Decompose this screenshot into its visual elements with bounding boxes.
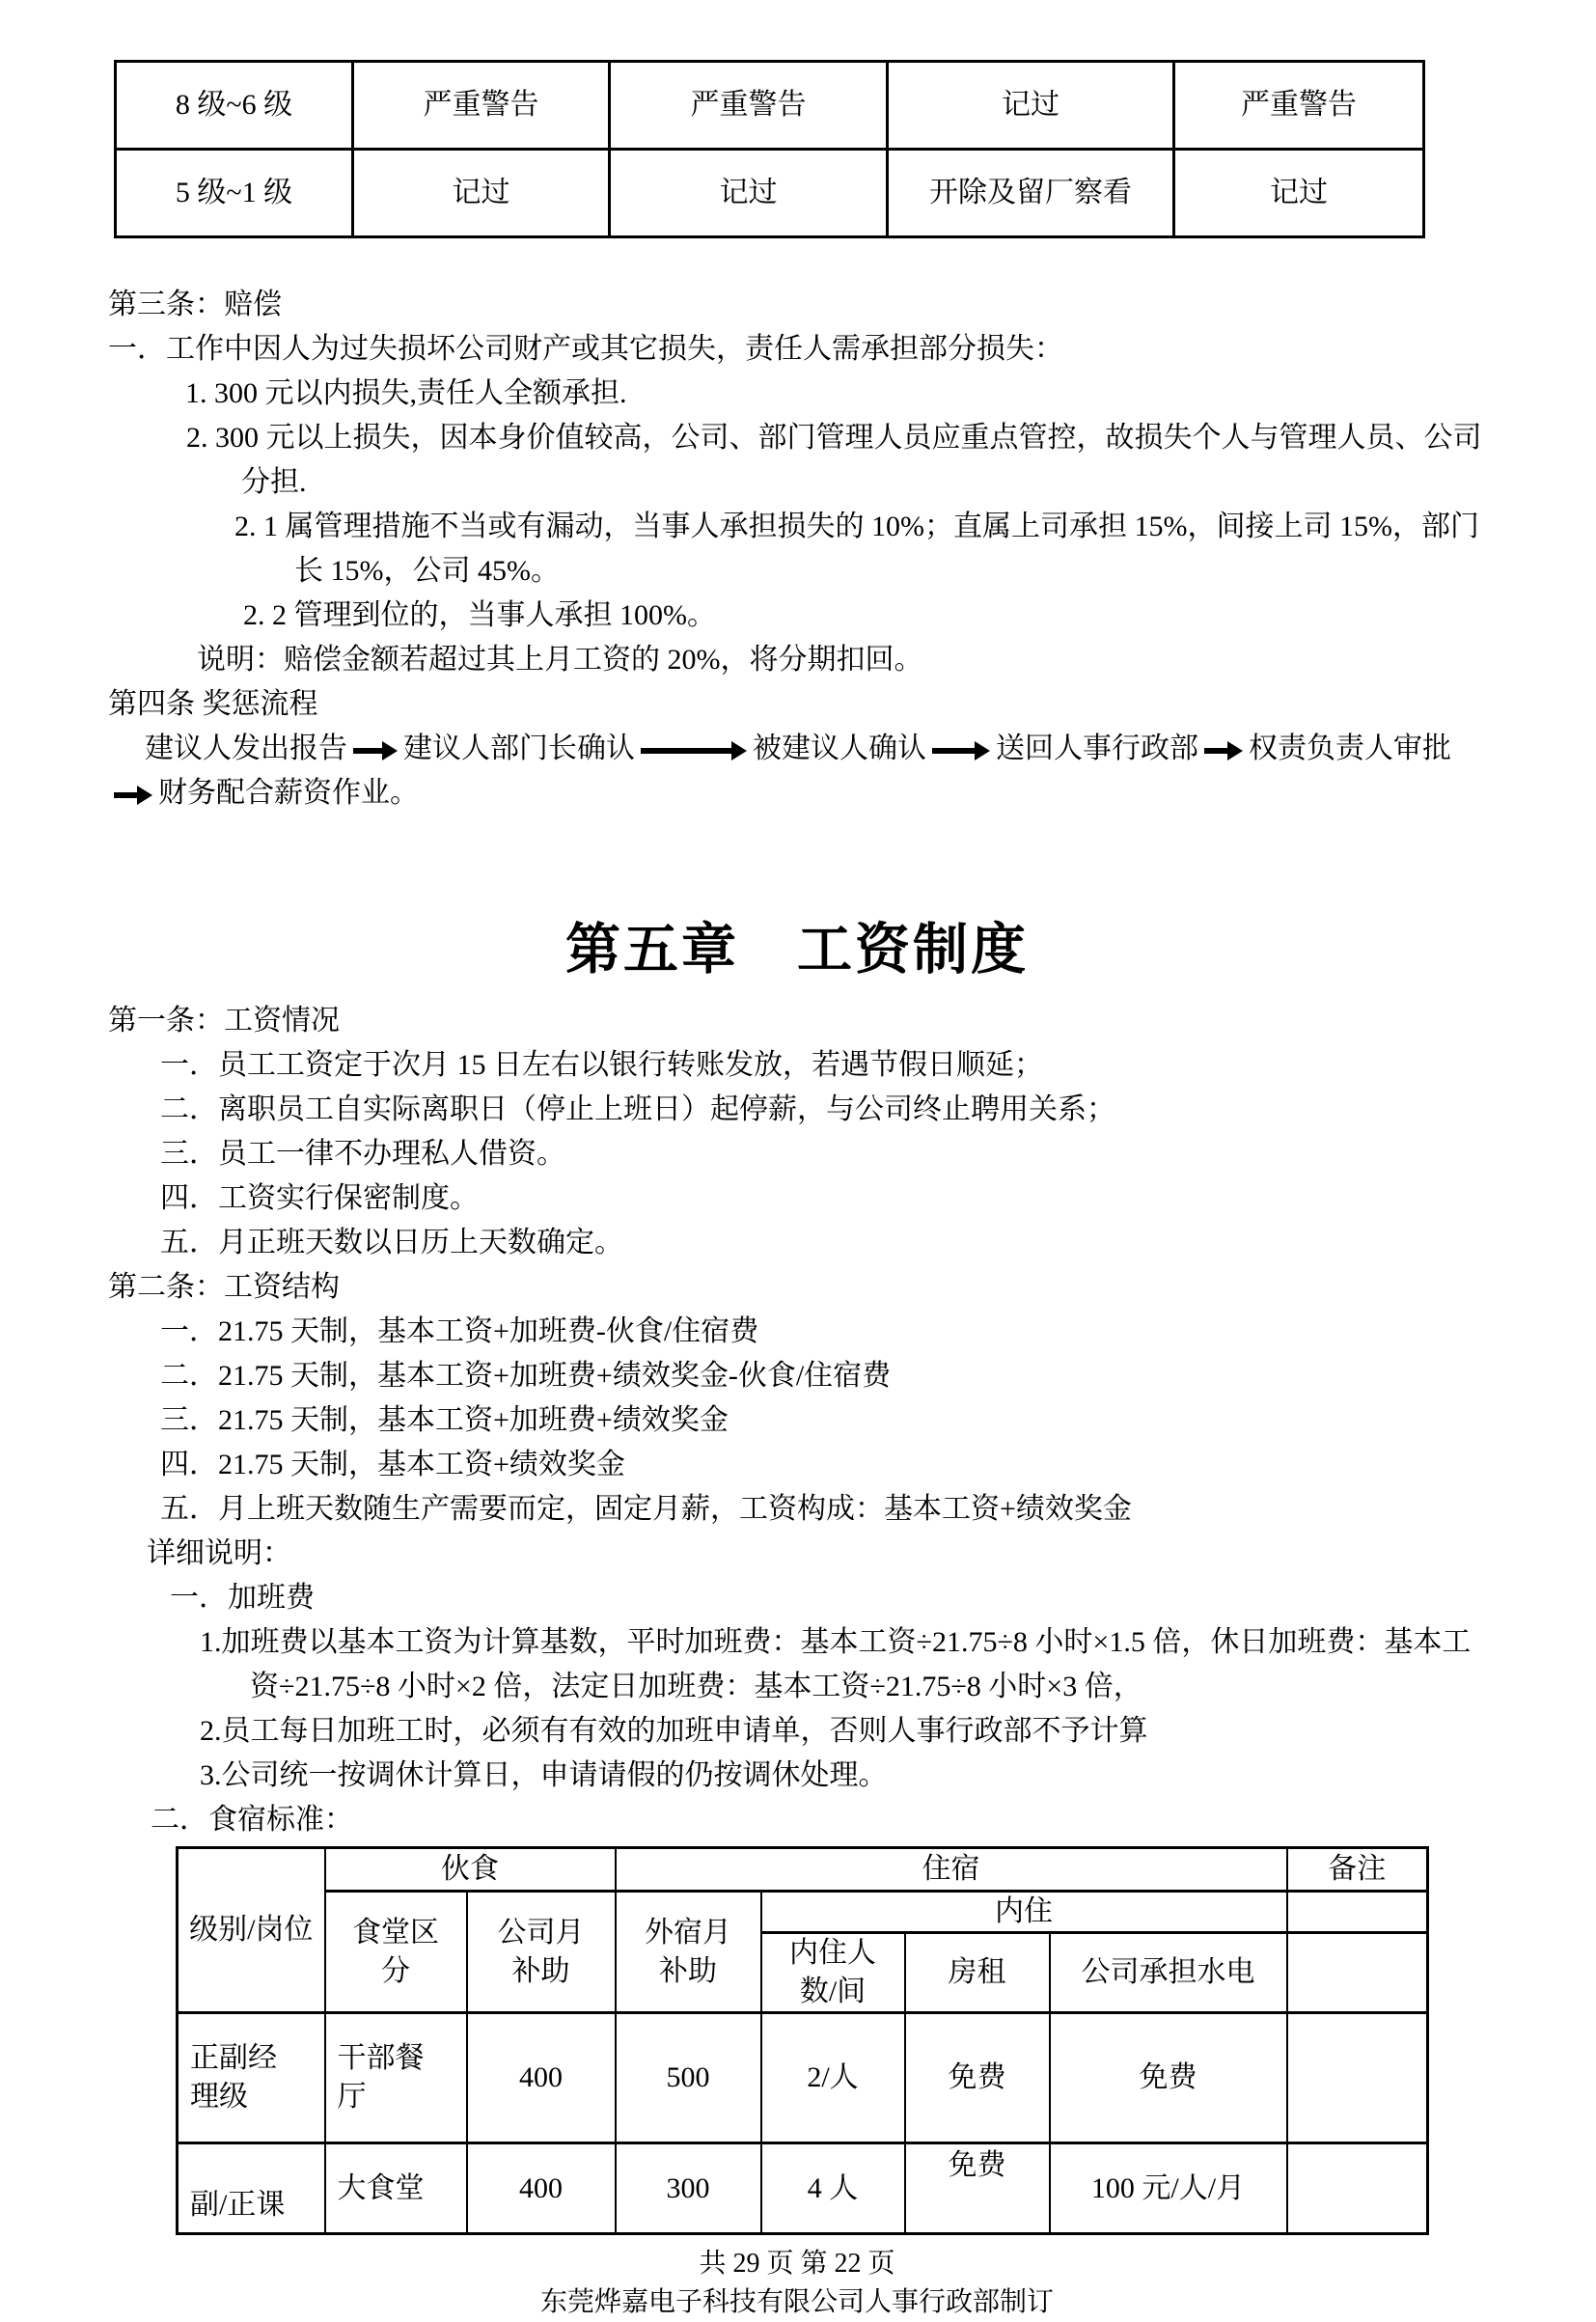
- grade-cell: 8 级~6 级: [116, 62, 353, 150]
- flow-arrow-icon: [353, 738, 398, 763]
- details-label: 详细说明：: [147, 1537, 291, 1569]
- punishment-cell: 严重警告: [1174, 62, 1424, 150]
- article3-sub2-2: 2. 2 管理到位的，当事人承担 100%。: [243, 599, 716, 631]
- article1-item: 五．月正班天数以日历上天数确定。: [160, 1227, 623, 1258]
- overtime-item: 2.员工每日加班工时，必须有有效的加班申请单，否则人事行政部不予计算: [200, 1715, 1148, 1747]
- reward-punishment-flow: [108, 727, 1486, 815]
- article3-sub2-1: 2. 1 属管理措施不当或有漏动，当事人承担损失的 10%；直属上司承担 15%，间接上司 15%，部门长 15%，公司 45%。: [234, 511, 1479, 587]
- article2-title: 第二条：工资结构: [108, 1271, 340, 1303]
- flow-arrow-icon: [932, 738, 990, 763]
- article2-item: 五．月上班天数随生产需要而定，固定月薪，工资构成：基本工资+绩效奖金: [160, 1493, 1132, 1525]
- punishment-table: [114, 60, 1425, 238]
- lodging-header-cell: 住宿: [616, 1848, 1287, 1892]
- article1-item: 二．离职员工自实际离职日（停止上班日）起停薪，与公司终止聘用关系；: [160, 1093, 1115, 1125]
- table-row: [178, 2013, 1428, 2143]
- article2-item: 一．21.75 天制，基本工资+加班费-伙食/住宿费: [160, 1315, 759, 1347]
- footer-page-info: 共 29 页 第 22 页: [699, 2249, 895, 2279]
- chapter-title: 第五章 工资制度: [565, 920, 1029, 981]
- flow-step: 被建议人确认: [753, 733, 926, 764]
- meal-subsidy-cell: 400: [467, 2013, 616, 2143]
- board-meal-table: [176, 1846, 1429, 2235]
- remark-cell: [1287, 2013, 1428, 2143]
- company-subsidy-header-cell: 公司月补助: [467, 1892, 616, 2013]
- punishment-cell: 严重警告: [353, 62, 610, 150]
- grade-cell: 5 级~1 级: [116, 150, 353, 237]
- article4-title: 第四条 奖惩流程: [108, 688, 318, 720]
- outside-subsidy-cell: 300: [616, 2143, 761, 2234]
- occupants-cell: 4 人: [761, 2143, 905, 2234]
- canteen-header-cell: 食堂区分: [325, 1892, 467, 2013]
- canteen-cell: 大食堂: [325, 2143, 467, 2234]
- article3-title: 第三条：赔偿: [108, 289, 282, 320]
- flow-step: 权责负责人审批: [1249, 733, 1451, 764]
- occupants-cell: 2/人: [761, 2013, 905, 2143]
- remark-spacer-cell: [1287, 1933, 1428, 2013]
- article3-sub2: 2. 300 元以上损失，因本身价值较高，公司、部门管理人员应重点管控，故损失个人与管理人员、公司分担.: [186, 422, 1482, 498]
- level-header-cell: 级别/岗位: [178, 1848, 325, 2013]
- meal-subsidy-cell: 400: [467, 2143, 616, 2234]
- punishment-cell: 开除及留厂察看: [888, 150, 1174, 237]
- canteen-cell: 干部餐厅: [325, 2013, 467, 2143]
- utilities-cell: 100 元/人/月: [1050, 2143, 1287, 2234]
- flow-step: 建议人发出报告: [145, 733, 347, 764]
- article1-item: 一．员工工资定于次月 15 日左右以银行转账发放，若遇节假日顺延；: [160, 1049, 1043, 1081]
- header-row: [178, 1892, 1428, 1933]
- punishment-cell: 严重警告: [610, 62, 888, 150]
- article2-item: 二．21.75 天制，基本工资+加班费+绩效奖金-伙食/住宿费: [160, 1360, 892, 1392]
- remark-spacer-cell: [1287, 1892, 1428, 1933]
- article3-sub1: 1. 300 元以内损失,责任人全额承担.: [185, 377, 627, 409]
- rent-cell: 免费: [905, 2013, 1050, 2143]
- article1-item: 三．员工一律不办理私人借资。: [160, 1138, 565, 1170]
- article1-title: 第一条：工资情况: [108, 1005, 340, 1037]
- utilities-cell: 免费: [1050, 2013, 1287, 2143]
- outside-subsidy-header-cell: 外宿月补助: [616, 1892, 761, 2013]
- level-cell: 副/正课: [178, 2143, 325, 2234]
- punishment-cell: 记过: [1174, 150, 1424, 237]
- footer-issuer: 东莞烨嘉电子科技有限公司人事行政部制订: [539, 2287, 1054, 2317]
- level-cell: 正副经理级: [178, 2013, 325, 2143]
- table-row: [178, 2143, 1428, 2234]
- flow-arrow-icon: [1204, 738, 1243, 763]
- article2-item: 四．21.75 天制，基本工资+绩效奖金: [160, 1449, 625, 1480]
- article2-item: 三．21.75 天制，基本工资+加班费+绩效奖金: [160, 1404, 729, 1436]
- flow-step: 送回人事行政部: [996, 733, 1198, 764]
- overtime-item: 3.公司统一按调休计算日，申请请假的仍按调休处理。: [200, 1759, 888, 1791]
- meal-header-cell: 伙食: [325, 1848, 616, 1892]
- flow-step: 建议人部门长确认: [403, 733, 635, 764]
- header-row: [178, 1848, 1428, 1892]
- flow-step: 财务配合薪资作业。: [158, 777, 419, 809]
- article1-item: 四．工资实行保密制度。: [160, 1182, 479, 1214]
- flow-arrow-icon: [114, 783, 152, 808]
- board-standard-title: 二．食宿标准：: [151, 1804, 353, 1836]
- utilities-header-cell: 公司承担水电: [1050, 1933, 1287, 2013]
- table-row: [116, 150, 1424, 237]
- overtime-item: 1.加班费以基本工资为计算基数，平时加班费：基本工资÷21.75÷8 小时×1.5 倍，休日加班费：基本工资÷21.75÷8 小时×2 倍，法定日加班费：基本工资÷21.75÷8 小时×3 倍，: [200, 1626, 1472, 1702]
- remark-header-cell: 备注: [1287, 1848, 1428, 1892]
- punishment-cell: 记过: [610, 150, 888, 237]
- article3-note: 说明：赔偿金额若超过其上月工资的 20%，将分期扣回。: [197, 644, 923, 676]
- punishment-cell: 记过: [353, 150, 610, 237]
- punishment-cell: 记过: [888, 62, 1174, 150]
- rent-cell: 免费: [905, 2143, 1050, 2234]
- outside-subsidy-cell: 500: [616, 2013, 761, 2143]
- occupants-header-cell: 内住人数/间: [761, 1933, 905, 2013]
- rent-header-cell: 房租: [905, 1933, 1050, 2013]
- article3-item1: 一．工作中因人为过失损坏公司财产或其它损失，责任人需承担部分损失：: [108, 333, 1063, 365]
- flow-arrow-icon: [641, 738, 747, 763]
- table-row: [116, 62, 1424, 150]
- remark-cell: [1287, 2143, 1428, 2234]
- inside-header-cell: 内住: [761, 1892, 1287, 1933]
- overtime-title: 一．加班费: [170, 1582, 315, 1614]
